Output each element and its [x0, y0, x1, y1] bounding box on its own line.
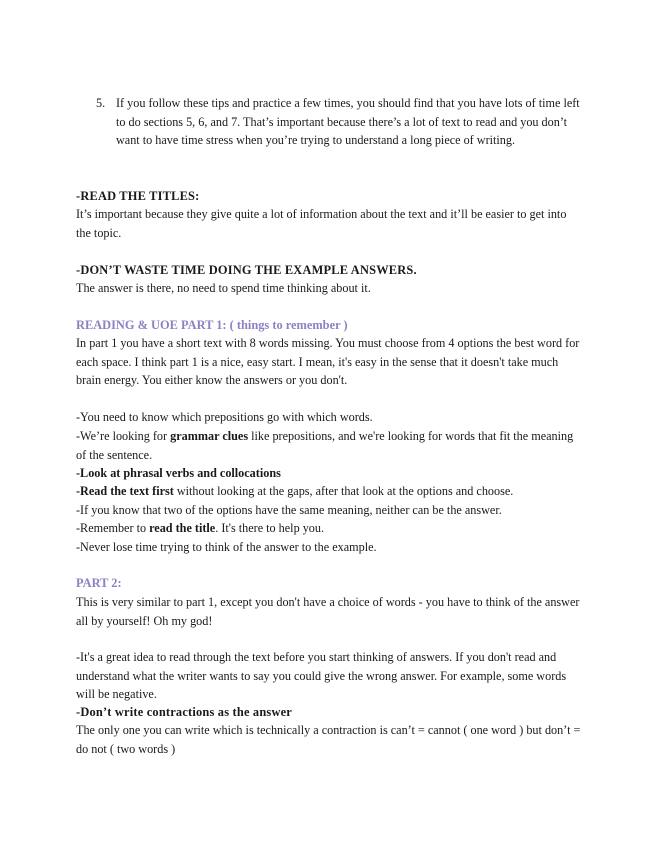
contractions-heading: -Don’t write contractions as the answer	[76, 705, 292, 719]
part1-line-title	[76, 519, 581, 538]
part1-heading: READING & UOE PART 1: ( things to remember )	[76, 318, 348, 332]
part1-line-example: -Never lose time trying to think of the answer to the example.	[76, 540, 377, 554]
part1-line-phrasal-verbs	[76, 464, 581, 483]
line-text: . It's there to help you.	[215, 521, 325, 535]
line-text: like prepositions, and we're looking for words that fit the meaning of the sentence.	[76, 429, 574, 462]
read-titles-body: It’s important because they give quite a lot of information about the text and it’ll be easier to get into the topic.	[76, 207, 567, 240]
part1-line-grammar-clues	[76, 427, 581, 464]
bold-phrase: -Look at phrasal verbs and collocations	[76, 466, 281, 480]
tip-5-text: If you follow these tips and practice a few times, you should find that you have lots of time left to do sections 5, 6, and 7. That’s important because there’s a lot of text to read and you don’t want to have time stress when you’re trying to understand a long piece of writing.	[116, 96, 580, 147]
part1-intro: In part 1 you have a short text with 8 words missing. You must choose from 4 options the best word for each space. I think part 1 is a nice, easy start. I mean, it's easy in the sense that it doesn't take much brain energy. You either know the answers or you don't.	[76, 336, 580, 387]
example-answers-body: The answer is there, no need to spend time thinking about it.	[76, 281, 371, 295]
bold-phrase: grammar clues	[170, 429, 249, 443]
contractions-body: The only one you can write which is technically a contraction is can’t = cannot ( one word ) but don’t = do not ( two words )	[76, 723, 581, 756]
part1-line-read-text	[76, 482, 581, 501]
example-answers-heading: -DON’T WASTE TIME DOING THE EXAMPLE ANSWERS.	[76, 263, 417, 277]
line-text: -Remember to	[76, 521, 150, 535]
read-titles-heading: -READ THE TITLES:	[76, 189, 200, 203]
line-text: without looking at the gaps, after that look at the options and choose.	[173, 484, 514, 498]
line-text: -We’re looking for	[76, 429, 171, 443]
part1-line-prepositions: -You need to know which prepositions go with which words.	[76, 410, 373, 424]
part2-intro: This is very similar to part 1, except you don't have a choice of words - you have to think of the answer all by yourself! Oh my god!	[76, 595, 580, 628]
bold-phrase: read the title	[149, 521, 216, 535]
list-number: 5.	[96, 96, 106, 110]
bold-phrase: -Read the text first	[76, 484, 174, 498]
part1-line-same-meaning: -If you know that two of the options have the same meaning, neither can be the answer.	[76, 503, 502, 517]
part2-heading: PART 2:	[76, 576, 122, 590]
part2-tip: -It's a great idea to read through the text before you start thinking of answers. If you don't read and understand what the writer wants to say you could give the wrong answer. For example, some words will be negative.	[76, 650, 567, 701]
